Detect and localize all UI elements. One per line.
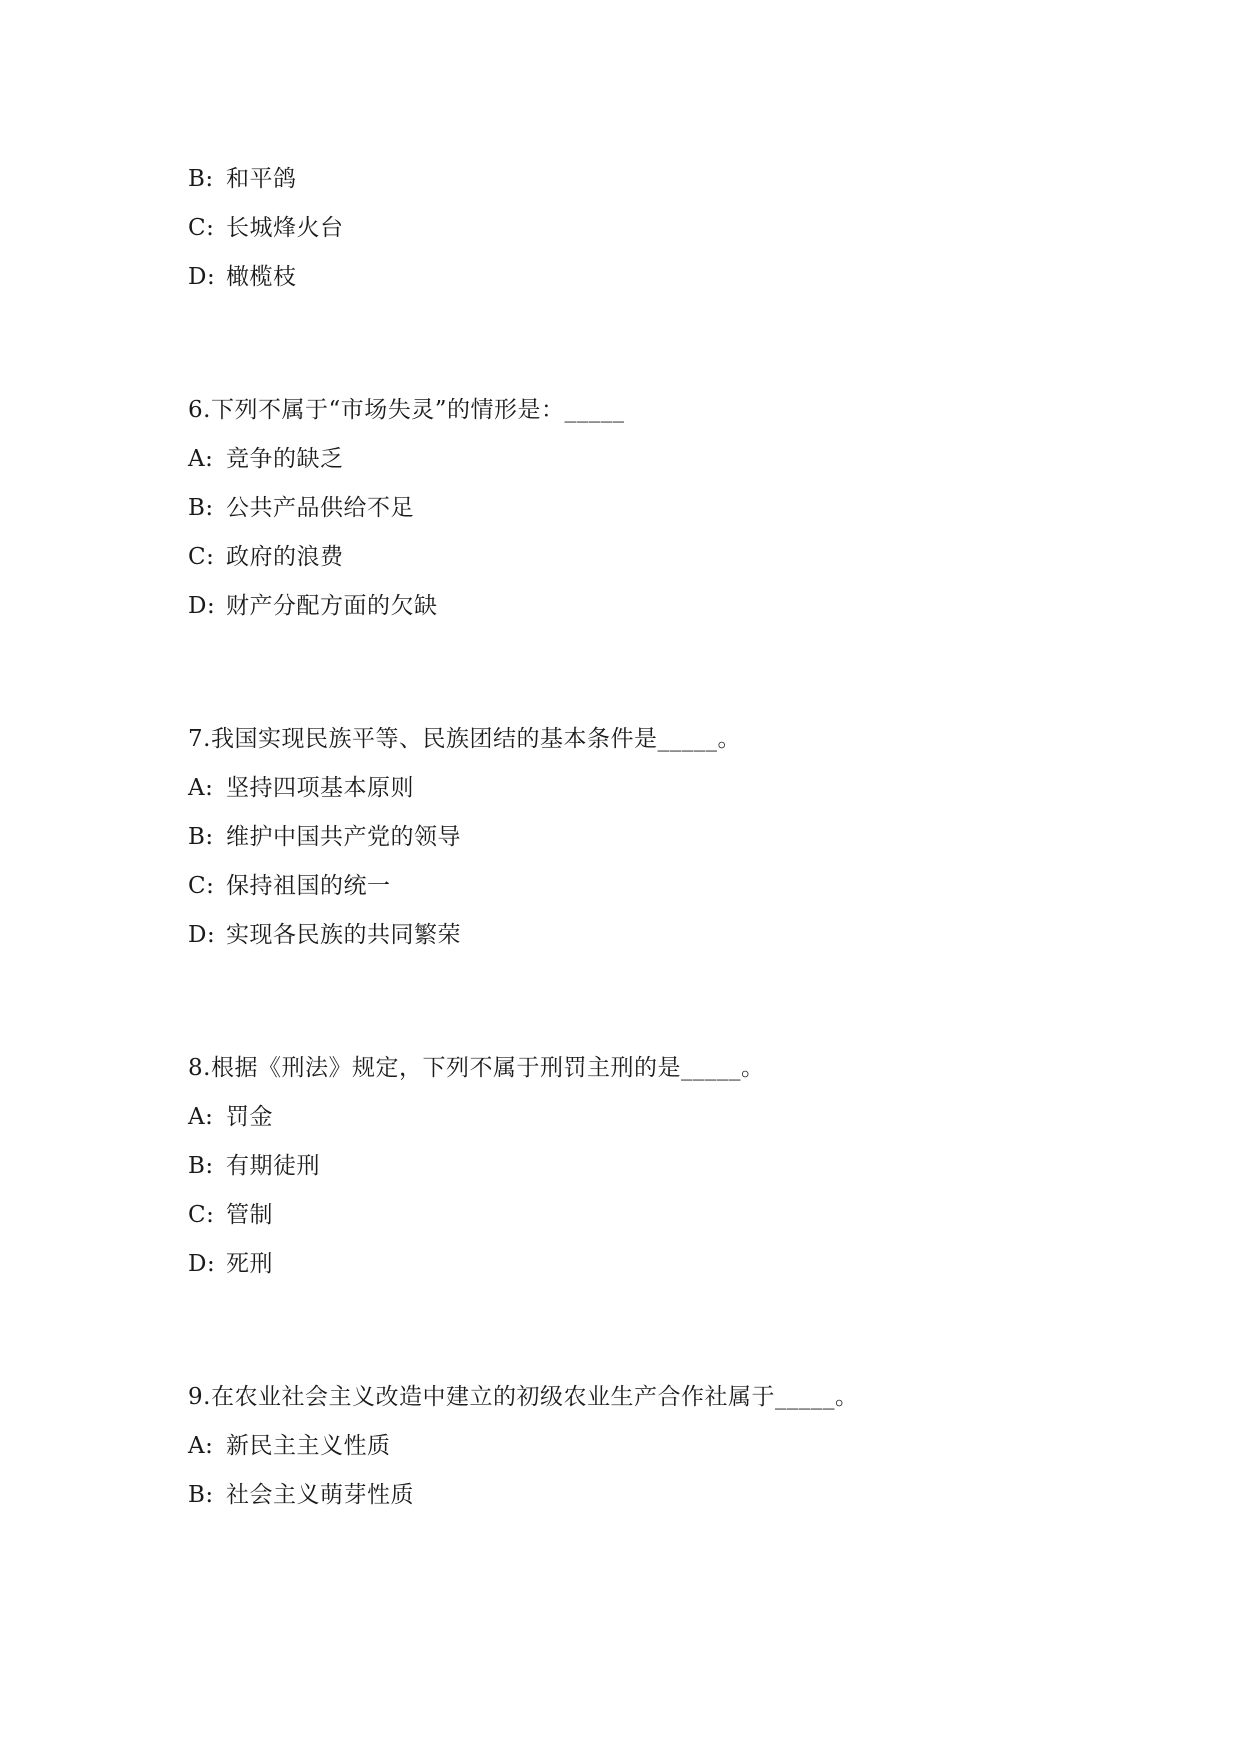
option-letter: A: bbox=[188, 446, 214, 472]
option-letter: D: bbox=[188, 922, 216, 948]
question-stem: 6.下列不属于“市场失灵”的情形是：_____ bbox=[188, 397, 625, 423]
option-text: 长城烽火台 bbox=[226, 215, 344, 241]
option-letter: B: bbox=[188, 824, 214, 850]
option-d bbox=[188, 911, 1088, 960]
option-c bbox=[188, 1191, 1088, 1240]
option-text: 公共产品供给不足 bbox=[226, 495, 414, 521]
option-letter: B: bbox=[188, 1482, 214, 1508]
option-text: 坚持四项基本原则 bbox=[226, 775, 414, 801]
option-letter: D: bbox=[188, 1251, 216, 1277]
option-text: 实现各民族的共同繁荣 bbox=[226, 922, 461, 948]
option-letter: B: bbox=[188, 1153, 214, 1179]
option-c bbox=[188, 533, 1088, 582]
option-letter: B: bbox=[188, 166, 214, 192]
option-text: 和平鸽 bbox=[226, 166, 297, 192]
option-letter: C: bbox=[188, 873, 215, 899]
question-stem: 8.根据《刑法》规定，下列不属于刑罚主刑的是_____。 bbox=[188, 1055, 765, 1081]
option-a bbox=[188, 435, 1088, 484]
option-b bbox=[188, 484, 1088, 533]
option-letter: B: bbox=[188, 495, 214, 521]
question-gap bbox=[188, 631, 1088, 715]
option-text: 死刑 bbox=[226, 1251, 273, 1277]
option-d bbox=[188, 582, 1088, 631]
option-letter: A: bbox=[188, 1104, 214, 1130]
question-8 bbox=[188, 1044, 1088, 1289]
question-7 bbox=[188, 715, 1088, 960]
option-d bbox=[188, 253, 1088, 302]
question-stem: 7.我国实现民族平等、民族团结的基本条件是_____。 bbox=[188, 726, 741, 752]
option-letter: D: bbox=[188, 264, 216, 290]
option-letter: D: bbox=[188, 593, 216, 619]
option-text: 保持祖国的统一 bbox=[226, 873, 391, 899]
question-5-fragment bbox=[188, 155, 1088, 302]
option-c bbox=[188, 204, 1088, 253]
question-gap bbox=[188, 302, 1088, 386]
option-a bbox=[188, 1093, 1088, 1142]
option-a bbox=[188, 1422, 1088, 1471]
question-6 bbox=[188, 386, 1088, 631]
option-letter: A: bbox=[188, 1433, 214, 1459]
option-text: 竞争的缺乏 bbox=[226, 446, 344, 472]
option-letter: C: bbox=[188, 215, 215, 241]
question-gap bbox=[188, 960, 1088, 1044]
question-9 bbox=[188, 1373, 1088, 1520]
option-d bbox=[188, 1240, 1088, 1289]
option-b bbox=[188, 1471, 1088, 1520]
option-text: 社会主义萌芽性质 bbox=[226, 1482, 414, 1508]
option-letter: A: bbox=[188, 775, 214, 801]
option-text: 橄榄枝 bbox=[226, 264, 297, 290]
option-text: 管制 bbox=[226, 1202, 273, 1228]
option-text: 政府的浪费 bbox=[226, 544, 344, 570]
option-text: 维护中国共产党的领导 bbox=[226, 824, 461, 850]
option-a bbox=[188, 764, 1088, 813]
question-list bbox=[188, 155, 1088, 1520]
option-text: 罚金 bbox=[226, 1104, 273, 1130]
option-c bbox=[188, 862, 1088, 911]
option-letter: C: bbox=[188, 1202, 215, 1228]
question-stem: 9.在农业社会主义改造中建立的初级农业生产合作社属于_____。 bbox=[188, 1384, 859, 1410]
option-b bbox=[188, 155, 1088, 204]
option-b bbox=[188, 813, 1088, 862]
question-gap bbox=[188, 1289, 1088, 1373]
option-b bbox=[188, 1142, 1088, 1191]
option-text: 新民主主义性质 bbox=[226, 1433, 391, 1459]
option-text: 财产分配方面的欠缺 bbox=[226, 593, 438, 619]
option-letter: C: bbox=[188, 544, 215, 570]
option-text: 有期徒刑 bbox=[226, 1153, 320, 1179]
